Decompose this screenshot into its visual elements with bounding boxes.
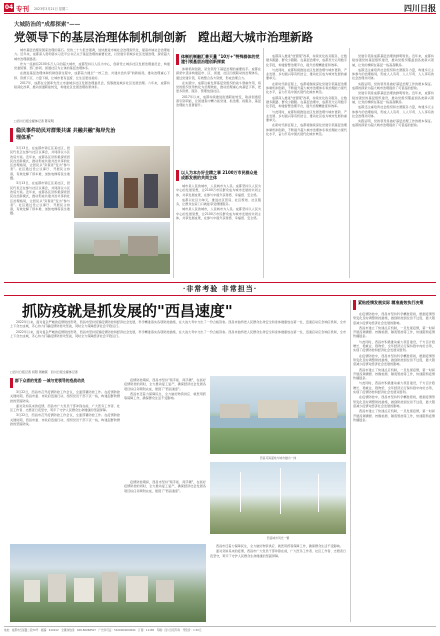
col2-para-5: 成都以社区为单元，推进社区营造、社区规划、社区服务，让群众在家门口就能享受便捷服务。 — [176, 197, 261, 207]
top-para-1: 城市基层治理是国家治理的基石。党的二十大报告强调，加快推进市域社会治理现代化，提高市域社会治理能力。近年来，成都深入贯彻落实习近平总书记关于基层治理的重要论述，以党建引领城乡社区发展治理，探索超大城市治理新路径。 — [14, 48, 170, 61]
col2-story-body — [176, 67, 261, 167]
col3-para-3b: 在新时代新征程上，成都将继续深化党建引领基层治理体制机制创新，不断提升超大城市治理体系和治理能力现代化水平，奋力打造中国式现代化城市典范。 — [266, 123, 347, 137]
column-divider-3 — [349, 48, 350, 278]
col2-sub-body — [176, 184, 261, 276]
top-para-4: 2017年，成都在全国率先设立市委城乡社区发展治理委员会，统筹推进城乡社区发展治理。六年来，成都持续深化改革，推动街道职能转变，构建社区发展治理政策体系。 — [14, 81, 170, 90]
xichang-wetland-photo — [210, 376, 346, 454]
col3-para-2b: 与此同时，成都积极推进社区发展治理与城市更新、产业发展、乡村振兴等有机结合，推动社区成为城市发展的重要单元。 — [266, 109, 347, 123]
xichang-headline: 抓防疫就是抓发展的"西昌速度" — [22, 302, 233, 320]
right-lower-para-3: 与此同时，西昌市积极推动重大项目建设，千方百计稳增长、稳就业、稳物价，全年经济运行保持稳中向好态势，实现了疫情防控和经济社会发展双胜利。 — [353, 339, 435, 353]
sidebar-story-title: 稳民事件助民对群策共谋 共融共融"海岸先治理体系" — [16, 128, 116, 141]
col4-para-2b: 成都还注重培育社会组织和志愿服务力量，构建多元主体参与的治理格局，形成人人有责、人人尽责、人人享有的社会治理共同体。 — [352, 105, 434, 118]
col3-para-1b: 成都深入推进"放管服"改革，持续优化政务服务，让数据多跑路、群众少跑腿。在基层治理中，成都充分运用数字化手段，构建智慧治理平台，提升治理精准度和效率。 — [266, 95, 347, 109]
right-lower-para-2b: 西昌市建立了快速反应机制，一旦发现疫情，第一时间开展流调溯源、核酸检测、隔离管控等工作，快速阻断疫情传播链条。 — [353, 367, 435, 381]
top-para-3: 在推进基层治理体制机制创新过程中，成都着力健全"一核三治、共建共治共享"的新格局，推动治理重心下移、资源下沉、力量下倾，让城市更有温度、让生活更加美好。 — [14, 71, 170, 80]
right-lower-title: 紧贴疫情发展实际 精准高效执行决策 — [358, 300, 424, 305]
col3-para-1: 成都深入推进"放管服"改革，持续优化政务服务，让数据多跑路、群众少跑腿。在基层治理中，成都充分运用数字化手段，构建智慧治理平台，提升治理精准度和效率。 — [266, 54, 347, 67]
top-byline: □四川日报全媒体记者 陈家明 — [14, 119, 54, 123]
masthead — [4, 3, 436, 14]
section-label: 专刊 — [16, 5, 29, 13]
col2-sub-accent — [176, 170, 179, 181]
footer-rule — [4, 626, 436, 627]
col2-para-4: 城市是人民的城市，人民城市为人民。成都坚持以人民为中心的发展思想，让2100万市民群众成为城市发展的共同主体，共享发展成果，在参与中提升获得感、幸福感、安全感。 — [176, 184, 261, 197]
top-kicker: 大城防治的"成都探索"—— — [14, 22, 81, 28]
right-lower-para-1: 在疫情防控中，西昌市坚持科学精准原则，根据疫情形势变化及时调整防控措施，做到防控到位但不过度，最大限度减少疫情对经济社会发展的影响。 — [353, 312, 435, 325]
col2-story-title: 体制机制融汇善天量 "10万+"特殊群体的党建引领基层治理创新探索 — [181, 54, 260, 65]
xichang-lower-body — [124, 480, 206, 540]
col3-body — [266, 54, 347, 276]
col3-para-3: 在新时代新征程上，成都将继续深化党建引领基层治理体制机制创新，不断提升超大城市治理体系和治理能力现代化水平，奋力打造中国式现代化城市典范。 — [266, 81, 347, 95]
column-divider-2 — [263, 48, 264, 278]
paper-name: 四川日报 — [404, 3, 436, 13]
xichang-sub-title: 群下众者的党委 一城与党领导的疫战动员 — [15, 378, 85, 383]
banner-slogan: ·非常考验 非常担当· — [182, 284, 258, 293]
xichang-para-2b: 面对突如其来的疫情，西昌市广大党员干部冲锋在前，广大医务工作者、社区工作者、志愿者日夜坚守，筑牢了守护人民群众生命健康的坚固屏障。 — [210, 549, 346, 558]
xichang-byline: □四川日报记者 何阳 周晓燕 四川日报全媒体记者 — [10, 370, 78, 374]
right-lower-accent — [353, 300, 356, 310]
col2-sub-title: 以人为本办好全精之事 2100万市民群众是成都发展的共同主体 — [181, 170, 258, 181]
date-info: 2023年3月21日 星期二 — [34, 6, 69, 11]
right-lower-para-2: 西昌市建立了快速反应机制，一旦发现疫情，第一时间开展流调溯源、核酸检测、隔离管控等工作，快速阻断疫情传播链条。 — [353, 325, 435, 339]
right-lower-para-2c: 西昌市建立了快速反应机制，一旦发现疫情，第一时间开展流调溯源、核酸检测、隔离管控等工作，快速阻断疫情传播链条。 — [353, 409, 435, 422]
right-lower-para-3b: 与此同时，西昌市积极推动重大项目建设，千方百计稳增长、稳就业、稳物价，全年经济运行保持稳中向好态势，实现了疫情防控和经济社会发展双胜利。 — [353, 381, 435, 395]
column-divider-right-lower — [350, 300, 351, 622]
footer-info: 地址：成都市红星路二段70号 邮编：610012 全媒体热线：028-86968507 广告许可证：5100004000094 订阅：11185 印刷：四川日报印务 零售价：1.50元 — [4, 629, 202, 632]
sidebar-story-para: 3月13日，在成都市锦江区某社区，居民代表正在参与社区议事会，共同商议小区改造方案。近年来，成都各区县积极探索居民自治新模式，推动形成共建共治共享的社区治理格局，让居民从"旁观者"变为"参与者"。社区通过设立议事厅、开展民主协商，有效化解了停车难、加装电梯等民生难题。 — [10, 146, 70, 181]
page-number-badge: 04 — [4, 4, 14, 11]
right-lower-para-1b: 在疫情防控中，西昌市坚持科学精准原则，根据疫情形势变化及时调整防控措施，做到防控到位但不过度，最大限度减少疫情对经济社会发展的影响。 — [353, 353, 435, 367]
xichang-para-3: 疫情防控期间，西昌市坚持"两手抓、两手硬"，在抓好疫情防控的同时，全力推动复工复产，确保经济社会发展各项目标任务顺利完成，展现了"西昌速度"。 — [124, 378, 206, 391]
col2-para-2: 在实践中，成都注重发挥基层党组织的战斗堡垒作用，将党的组织优势转化为治理效能，推动治理重心向基层下移，把更多资源、服务、管理放到社区。 — [176, 80, 261, 94]
sidebar-story-para-cont: 3月13日，在成都市锦江区某社区，居民代表正在参与社区议事会，共同商议小区改造方案。近年来，成都各区县积极探索居民自治新模式，推动形成共建共治共享的社区治理格局，让居民从"旁观者"变为"参与者"。社区通过设立议事厅、开展民主协商，有效化解了停车难、加装电梯等民生难题。 — [10, 181, 70, 216]
xichang-left-body — [10, 390, 120, 540]
sidebar-photo-1 — [74, 146, 170, 218]
sidebar-story-body — [10, 146, 70, 274]
right-lower-para-1c: 在疫情防控中，西昌市坚持科学精准原则，根据疫情形势变化及时调整防控措施，做到防控到位但不过度，最大限度减少疫情对经济社会发展的影响。 — [353, 395, 435, 408]
xichang-lead-para-2: 2022年以来，面对复杂严峻的疫情防控形势，西昌市坚持统筹疫情防控和经济社会发展，科学精准落实各项防控措施，在大战大考中交出了一份合格答卷。西昌市始终把人民群众生命安全和身体健康放在第一位，迅速启动应急响应机制，全市上下众志成城，齐心协力打赢疫情防控攻坚战，同时全力保障经济社会平稳运行。 — [10, 329, 346, 338]
xichang-para-3b: 疫情防控期间，西昌市坚持"两手抓、两手硬"，在抓好疫情防控的同时，全力推动复工复产，确保经济社会发展各项目标任务顺利完成，展现了"西昌速度"。 — [124, 480, 206, 493]
col2-accent-bar — [176, 54, 179, 65]
col4-para-3b: 实践证明，党的领导是做好基层治理工作的根本保证。成都的探索为超大城市治理提供了可借鉴的经验。 — [352, 119, 434, 128]
xichang-mid-body — [124, 378, 206, 478]
xichang-para-4: 西昌市还着力保障民生，全力做好物资供应、就医用药等保障工作，确保群众生活不受影响。 — [124, 391, 206, 401]
sidebar-accent-bar — [10, 128, 13, 142]
right-lower-body — [353, 312, 435, 622]
col2-para-1: 体制机制创新，是党领导下基层治理的重要抓手。成都在探索中逐步构建起市、区、街道、社区四级联动的治理体系，通过党建引领，有效整合各方资源，形成治理合力。 — [176, 67, 261, 80]
top-headline: 党领导下的基层治理体制机制创新 蹚出超大城市治理新路 — [14, 30, 313, 44]
xichang-bottom-text — [210, 544, 346, 622]
section-banner — [4, 282, 436, 296]
xichang-para-1: 3月22日，西昌市召开疫情防控工作会议，全面部署防控工作。在疫情防控关键时期，西昌市委、市政府迅速行动，组织党员干部下沉一线，构建起群防群控的坚固防线。 — [10, 390, 120, 403]
xichang-sub-accent — [10, 378, 13, 388]
xichang-para-4b: 西昌市还着力保障民生，全力做好物资供应、就医用药等保障工作，确保群众生活不受影响。 — [216, 544, 343, 548]
xichang-wind-photo — [210, 462, 346, 534]
sidebar-photo-2 — [74, 222, 170, 274]
column-divider-1 — [173, 48, 174, 278]
xichang-lead-para: 2022年以来，面对复杂严峻的疫情防控形势，西昌市坚持统筹疫情防控和经济社会发展，科学精准落实各项防控措施，在大战大考中交出了一份合格答卷。西昌市始终把人民群众生命安全和身体健康放在第一位，迅速启动应急响应机制，全市上下众志成城，齐心协力打赢疫情防控攻坚战，同时全力保障经济社会平稳运行。 — [10, 320, 346, 329]
col2-para-3: 2017年以来，成都持续推进街道职能转变，取消街道招商引资职能，让街道集中精力抓党建、抓治理、抓服务，基层治理能力显著提升。 — [176, 94, 261, 108]
col4-para-1: 党建引领是成都基层治理的鲜明特色。近年来，成都持续加强党的基层组织建设，推动党组织覆盖到各类新兴领域，让党的旗帜在基层一线高高飘扬。 — [352, 54, 434, 67]
xichang-bottom-caption: 西昌城市风光一瞥 — [266, 536, 290, 540]
col4-para-1b: 党建引领是成都基层治理的鲜明特色。近年来，成都持续加强党的基层组织建设，推动党组织覆盖到各类新兴领域，让党的旗帜在基层一线高高飘扬。 — [352, 91, 434, 104]
col2-para-4b: 城市是人民的城市，人民城市为人民。成都坚持以人民为中心的发展思想，让2100万市民群众成为城市发展的共同主体，共享发展成果，在参与中提升获得感、幸福感、安全感。 — [176, 207, 261, 221]
xichang-city-photo — [10, 544, 206, 622]
col3-para-2: 与此同时，成都积极推进社区发展治理与城市更新、产业发展、乡村振兴等有机结合，推动社区成为城市发展的重要单元。 — [266, 67, 347, 81]
xichang-wetland-caption: 西昌邛海湿地与城市融为一体 — [259, 456, 297, 460]
xichang-para-2: 面对突如其来的疫情，西昌市广大党员干部冲锋在前，广大医务工作者、社区工作者、志愿者日夜坚守，筑牢了守护人民群众生命健康的坚固屏障。 — [10, 403, 120, 413]
col4-para-2: 成都还注重培育社会组织和志愿服务力量，构建多元主体参与的治理格局，形成人人有责、人人尽责、人人享有的社会治理共同体。 — [352, 67, 434, 81]
xichang-lead — [10, 320, 346, 368]
xichang-para-1b: 3月22日，西昌市召开疫情防控工作会议，全面部署防控工作。在疫情防控关键时期，西昌市委、市政府迅速行动，组织党员干部下沉一线，构建起群防群控的坚固防线。 — [10, 413, 120, 427]
top-para-2: 作为一座拥有2100多万人口的超大城市，成都坚持以人民为中心，创新设立城乡社区发展治理委员会，构建党委统筹、部门协同、街道社区为主体的基层治理体系。 — [14, 61, 170, 71]
col4-body — [352, 54, 434, 276]
top-article-intro — [14, 48, 170, 118]
col4-para-3: 实践证明，党的领导是做好基层治理工作的根本保证。成都的探索为超大城市治理提供了可借鉴的经验。 — [352, 81, 434, 91]
